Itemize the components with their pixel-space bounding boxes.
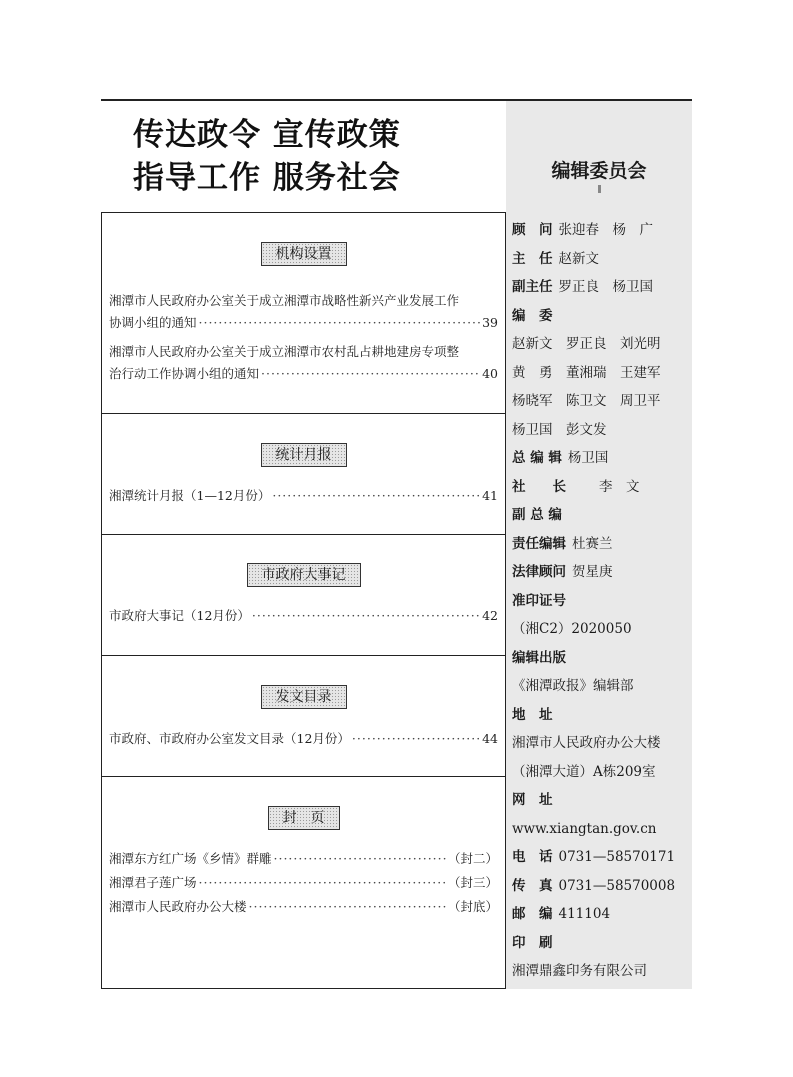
toc-entry-text: 市政府、市政府办公室发文目录（12月份）	[109, 731, 350, 746]
committee-label: 社 长	[512, 478, 566, 495]
committee-value: 湘潭市人民政府办公大楼	[512, 735, 661, 751]
committee-label: 电 话	[512, 849, 553, 865]
committee-value: 411104	[558, 906, 611, 922]
committee-label: 邮 编	[512, 906, 553, 922]
toc-entry[interactable]	[109, 341, 498, 385]
committee-value: 湘潭鼎鑫印务有限公司	[512, 963, 647, 979]
committee-line	[512, 277, 653, 297]
toc-entry-text: 湘潭市人民政府办公大楼	[109, 899, 247, 914]
committee-line	[512, 220, 653, 240]
committee-label: 副主任	[512, 279, 553, 295]
committee-label: 地 址	[512, 706, 553, 723]
committee-value: 0731—58570008	[558, 877, 676, 894]
section-title: 机构设置	[261, 242, 347, 266]
toc-entry[interactable]	[109, 872, 498, 894]
toc-page-number: （封三）	[447, 875, 498, 890]
committee-line	[512, 933, 553, 953]
section-title: 封 页	[268, 806, 340, 830]
leader-dots	[272, 485, 480, 507]
toc-page-number: 42	[482, 608, 498, 623]
toc-entry-text: 湘潭东方红广场《乡情》群雕	[109, 851, 272, 866]
toc-section-cover-pages	[102, 777, 505, 988]
toc-entry[interactable]	[109, 728, 498, 750]
table-of-contents	[101, 212, 506, 989]
committee-label: 主 任	[512, 250, 553, 267]
leader-dots	[199, 312, 481, 334]
leader-dots	[274, 848, 446, 870]
toc-entry[interactable]	[109, 605, 498, 627]
toc-section-statistics	[102, 414, 505, 535]
committee-line	[512, 334, 661, 354]
toc-entry[interactable]	[109, 485, 498, 507]
toc-entry-text: 湘潭市人民政府办公室关于成立湘潭市农村乱占耕地建房专项整	[109, 344, 460, 359]
committee-line	[512, 733, 661, 753]
committee-value: （湘C2）2020050	[512, 621, 632, 637]
committee-value: 杨卫国	[567, 450, 609, 466]
toc-section-events	[102, 535, 505, 656]
committee-label: 网 址	[512, 792, 553, 808]
committee-value: 张迎春 杨 广	[558, 222, 653, 238]
committee-label: 顾 问	[512, 222, 553, 238]
toc-entry[interactable]	[109, 848, 498, 870]
leader-dots	[249, 896, 446, 918]
committee-value: 杨卫国 彭文发	[512, 421, 607, 438]
section-title: 统计月报	[261, 443, 347, 467]
section-title: 市政府大事记	[247, 563, 361, 587]
committee-value: 黄 勇 董湘瑞 王建军	[512, 364, 661, 381]
toc-page-number: 44	[482, 731, 498, 746]
committee-line	[512, 448, 608, 468]
toc-entry-text: 湘潭统计月报（1—12月份）	[109, 488, 271, 503]
committee-value: 赵新文 罗正良 刘光明	[512, 336, 661, 352]
committee-line	[512, 306, 553, 326]
committee-line	[512, 363, 661, 383]
committee-value: 罗正良 杨卫国	[558, 279, 653, 295]
committee-line	[512, 477, 640, 497]
toc-page-number: 40	[482, 366, 498, 381]
committee-label: 副 总 编	[512, 507, 562, 523]
committee-line	[512, 534, 613, 554]
committee-line	[512, 904, 610, 924]
committee-line	[512, 249, 599, 269]
toc-entry[interactable]	[109, 896, 498, 918]
committee-label: 编辑出版	[512, 649, 566, 666]
committee-line	[512, 790, 553, 810]
committee-line	[512, 847, 675, 867]
slogan-line-2: 指导工作 服务社会	[133, 160, 401, 196]
committee-label: 总 编 辑	[512, 450, 562, 466]
committee-value: 李 文	[572, 478, 640, 495]
section-title: 发文目录	[261, 685, 347, 709]
toc-entry-text: 市政府大事记（12月份）	[109, 608, 250, 623]
toc-page-number: （封底）	[447, 899, 498, 914]
committee-value: 《湘潭政报》编辑部	[512, 678, 634, 694]
committee-line	[512, 705, 553, 725]
committee-line	[512, 876, 675, 896]
committee-value: 杜赛兰	[572, 535, 613, 552]
committee-value: 0731—58570171	[558, 849, 676, 865]
toc-entry-text: 湘潭君子莲广场	[109, 875, 197, 890]
committee-label: 传 真	[512, 877, 553, 894]
committee-line	[512, 961, 647, 981]
committee-value: 杨晓军 陈卫文 周卫平	[512, 393, 661, 409]
committee-line	[512, 676, 634, 696]
committee-value: 赵新文	[558, 250, 599, 267]
decorative-mark	[598, 185, 601, 193]
toc-page-number: （封二）	[447, 851, 498, 866]
committee-line	[512, 391, 661, 411]
slogan-line-1: 传达政令 宣传政策	[133, 117, 401, 153]
committee-label: 印 刷	[512, 934, 553, 951]
committee-label: 编 委	[512, 307, 553, 324]
leader-dots	[261, 363, 480, 385]
committee-label: 责任编辑	[512, 535, 566, 552]
leader-dots	[252, 605, 480, 627]
toc-entry-text-cont: 治行动工作协调小组的通知	[109, 366, 260, 381]
committee-value: 贺星庚	[572, 564, 613, 580]
committee-value: www.xiangtan.gov.cn	[512, 820, 657, 837]
toc-entry[interactable]	[109, 290, 498, 334]
toc-entry-text: 湘潭市人民政府办公室关于成立湘潭市战略性新兴产业发展工作	[109, 293, 460, 308]
committee-line	[512, 762, 656, 782]
toc-section-documents	[102, 656, 505, 777]
committee-value: （湘潭大道）A栋209室	[512, 763, 656, 780]
committee-line	[512, 505, 562, 525]
committee-line	[512, 648, 566, 668]
committee-line	[512, 591, 566, 611]
committee-line	[512, 819, 656, 839]
toc-section-organization	[102, 213, 505, 414]
committee-title: 编辑委员会	[551, 160, 647, 182]
editorial-committee-panel	[506, 101, 692, 989]
leader-dots	[199, 872, 446, 894]
leader-dots	[352, 728, 480, 750]
committee-line	[512, 420, 607, 440]
toc-entry-text-cont: 协调小组的通知	[109, 315, 197, 330]
toc-page-number: 39	[482, 315, 498, 330]
committee-line	[512, 619, 632, 639]
committee-label: 准印证号	[512, 592, 566, 609]
toc-page-number: 41	[482, 488, 498, 503]
committee-line	[512, 562, 613, 582]
committee-label: 法律顾问	[512, 564, 566, 580]
